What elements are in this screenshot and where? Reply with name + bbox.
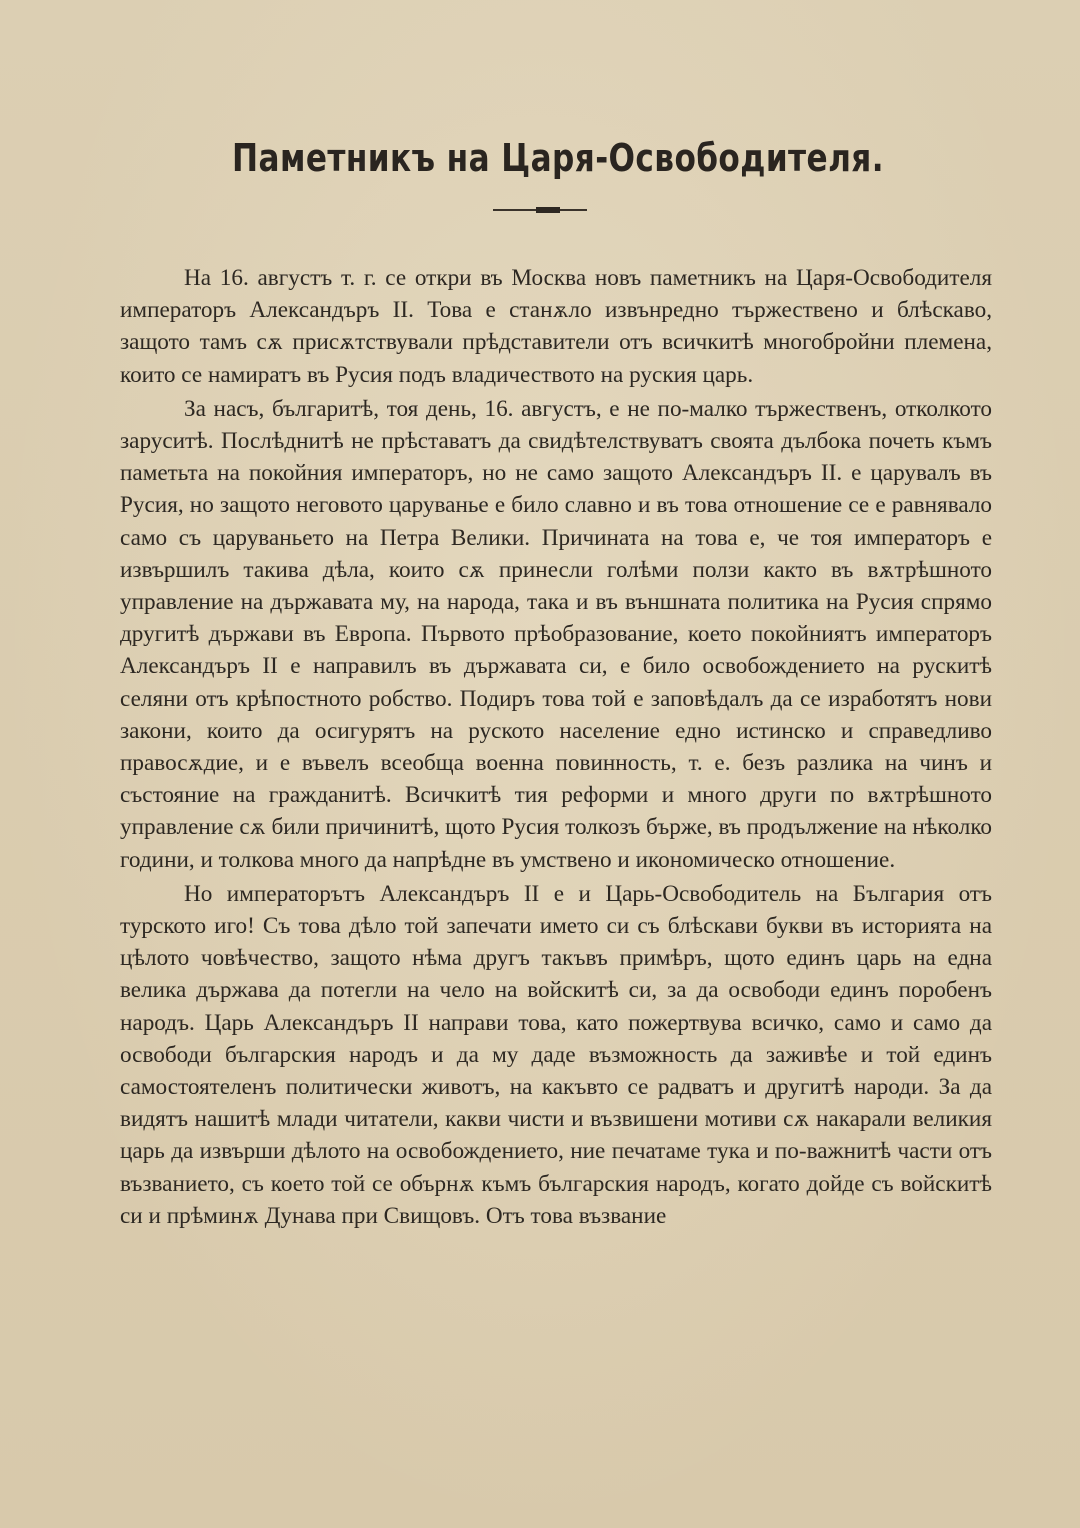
- article-body: [120, 262, 992, 1232]
- title-divider-ornament: [536, 207, 560, 213]
- paragraph-1: На 16. августъ т. г. се откри въ Москва новъ паметникъ на Царя-Освободителя императоръ Александъръ II. Това е станѫло извънредно тържествено и блѣскаво, защото тамъ сѫ присѫтствували прѣдставители отъ всичкитѣ многобройни племена, които се намиратъ въ Русия подъ владичеството на руския царь.: [120, 265, 992, 388]
- article-title: Паметникъ на Царя-Освободителя.: [232, 136, 884, 180]
- paragraph-2: За насъ, българитѣ, тоя день, 16. августъ, е не по-малко тържественъ, отколкото заруситѣ. Послѣднитѣ не прѣставатъ да свидѣтелствуватъ своята дълбока почеть къмъ паметьта на покойния императоръ, но не само защото Александъръ II. е царувалъ въ Русия, но защото неговото царуванье е било славно и въ това отношение се е равнявало само съ царуваньето на Петра Велики. Причината на това е, че тоя императоръ е извършилъ такива дѣла, които сѫ принесли голѣми ползи както въ вѫтрѣшното управление на държавата му, на народа, така и въ външната политика на Русия спрямо другитѣ държави въ Европа. Първото прѣобразование, което покойниятъ императоръ Александъръ II е направилъ въ държавата си, е било освобождението на рускитѣ селяни отъ крѣпостното робство. Подиръ това той е заповѣдалъ да се изработятъ нови закони, които да осигурятъ на руското население едно истинско и справедливо правосѫдие, и е въвелъ всеобща военна повинность, т. е. безъ разлика на чинъ и състояние на гражданитѣ. Всичкитѣ тия реформи и много други по вѫтрѣшното управление сѫ били причинитѣ, щото Русия толкозъ бърже, въ продължение на нѣколко години, и толкова много да напрѣдне въ умствено и икономическо отношение.: [120, 395, 992, 873]
- paragraph-3: Но императорътъ Александъръ II е и Царь-Освободитель на България отъ турското иго! Съ това дѣло той запечати името си съ блѣскави букви въ историята на цѣлото човѣчество, защото нѣма другъ такъвъ примѣръ, щото единъ царь на една велика държава да потегли на чело на войскитѣ си, за да освободи единъ поробенъ народъ. Царь Александъръ II направи това, като пожертвува всичко, само и само да освободи българския народъ и да му даде възможность да заживѣе и той единъ самостоятеленъ политически животъ, на какъвто се радватъ и другитѣ народи. За да видятъ нашитѣ млади читатели, какви чисти и възвишени мотиви сѫ накарали великия царь да извърши дѣлото на освобождението, ние печатаме тука и по-важнитѣ части отъ възванието, съ което той се обърнѫ къмъ българския народъ, когато дойде съ войскитѣ си и прѣминѫ Дунава при Свищовъ. Отъ това възвание: [120, 880, 992, 1229]
